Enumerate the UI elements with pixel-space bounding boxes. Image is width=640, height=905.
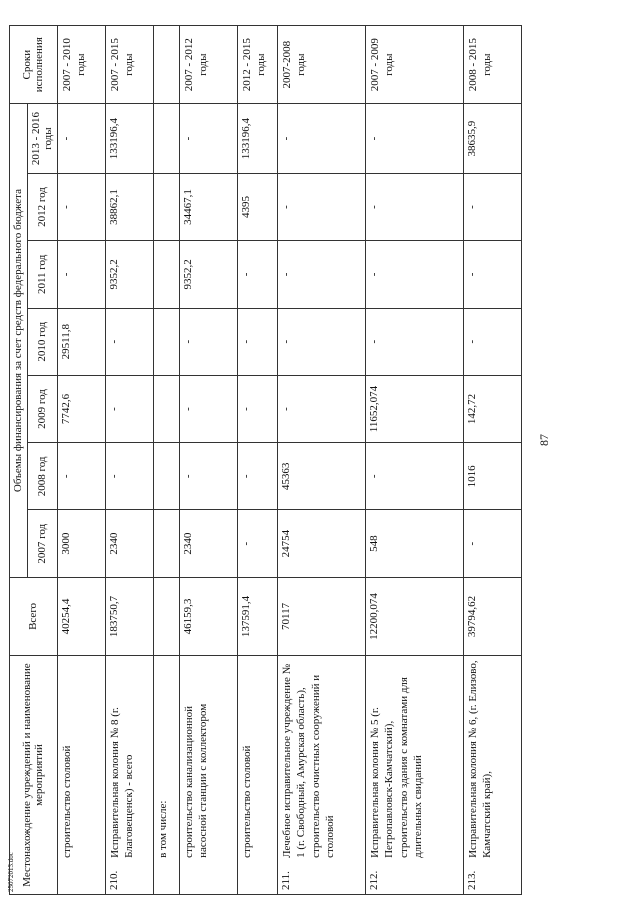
row-value: 142,72 (463, 375, 521, 442)
row-term (153, 26, 179, 104)
row-value: - (179, 308, 237, 375)
year-header: 2010 год (27, 308, 57, 375)
year-header: 2013 - 2016 годы (27, 104, 57, 174)
row-value: - (277, 375, 365, 442)
row-value: 133196,4 (105, 104, 153, 174)
row-value: - (277, 173, 365, 240)
row-value: - (57, 443, 105, 510)
row-term: 2007-2008 годы (277, 26, 365, 104)
row-name: строительство столовой (57, 656, 105, 862)
row-term: 2007 - 2012 годы (179, 26, 237, 104)
row-value: - (365, 443, 463, 510)
row-value: 38862,1 (105, 173, 153, 240)
table-row (105, 26, 153, 895)
row-value: - (237, 375, 277, 442)
year-header: 2007 год (27, 510, 57, 577)
row-value: - (179, 104, 237, 174)
row-value: - (179, 375, 237, 442)
row-value: 133196,4 (237, 104, 277, 174)
location-header: Местонахождение учреждений и наименование мероприятий (10, 656, 58, 895)
row-total: 39794,62 (463, 577, 521, 655)
table-row (277, 26, 365, 895)
row-value: 7742,6 (57, 375, 105, 442)
row-value: 34467,1 (179, 173, 237, 240)
row-term: 2012 - 2015 годы (237, 26, 277, 104)
row-number (57, 862, 105, 895)
row-total: 46159,3 (179, 577, 237, 655)
row-name: в том числе: (153, 656, 179, 862)
row-number (153, 862, 179, 895)
table-row (179, 26, 237, 895)
row-value: - (463, 510, 521, 577)
header-row-1 (10, 26, 28, 895)
row-value: - (237, 443, 277, 510)
row-total: 40254,4 (57, 577, 105, 655)
row-value: - (365, 173, 463, 240)
row-value: - (365, 308, 463, 375)
row-value: - (237, 308, 277, 375)
row-total: 183750,7 (105, 577, 153, 655)
row-value: - (105, 443, 153, 510)
row-number: 211. (277, 862, 365, 895)
table-row (365, 26, 463, 895)
footer-file-name: 25072013.doc (7, 852, 15, 892)
row-name: Исправительная колония № 5 (г. Петропавловск-Камчатский), строительство здания с комнатами для длительных свиданий (365, 656, 463, 862)
row-value (153, 443, 179, 510)
row-value: - (179, 443, 237, 510)
table-body (57, 26, 521, 895)
rotated-page (9, 25, 607, 895)
row-value: 11652,074 (365, 375, 463, 442)
row-number (237, 862, 277, 895)
row-value: 29511,8 (57, 308, 105, 375)
financing-header: Объемы финансирования за счет средств федерального бюджета (10, 104, 28, 578)
row-value (153, 104, 179, 174)
row-value: - (237, 510, 277, 577)
row-term: 2007 - 2009 годы (365, 26, 463, 104)
row-name: Исправительная колония № 8 (г. Благовещенск) - всего (105, 656, 153, 862)
row-value: - (365, 104, 463, 174)
row-value: - (277, 241, 365, 308)
table-row (153, 26, 179, 895)
row-total: 70117 (277, 577, 365, 655)
row-name: Лечебное исправительное учреждение № 1 (г. Свободный, Амурская область), строительство очистных сооружений и столовой (277, 656, 365, 862)
row-value: - (105, 375, 153, 442)
row-name: строительство канализационной насосной станции с коллектором (179, 656, 237, 862)
year-header: 2011 год (27, 241, 57, 308)
row-value: 24754 (277, 510, 365, 577)
table-row (237, 26, 277, 895)
row-value: 2340 (105, 510, 153, 577)
total-header: Всего (10, 577, 58, 655)
row-value: - (57, 173, 105, 240)
row-number: 210. (105, 862, 153, 895)
year-header: 2008 год (27, 443, 57, 510)
row-value (153, 510, 179, 577)
row-value: - (57, 241, 105, 308)
row-value: 548 (365, 510, 463, 577)
row-value: - (57, 104, 105, 174)
row-value: - (463, 308, 521, 375)
row-term: 2007 - 2015 годы (105, 26, 153, 104)
row-value: 1016 (463, 443, 521, 510)
row-value (153, 308, 179, 375)
row-value: - (277, 104, 365, 174)
row-number (179, 862, 237, 895)
row-value: - (277, 308, 365, 375)
row-value: 38635,9 (463, 104, 521, 174)
row-value: 9352,2 (179, 241, 237, 308)
deadline-header: Сроки исполнения (10, 26, 58, 104)
row-name: Исправительная колония № 6, (г. Елизово, Камчатский край), (463, 656, 521, 862)
row-value (153, 173, 179, 240)
row-value (153, 241, 179, 308)
row-value: - (365, 241, 463, 308)
row-name: строительство столовой (237, 656, 277, 862)
table-row (463, 26, 521, 895)
year-header: 2009 год (27, 375, 57, 442)
page-number: 87 (537, 434, 551, 446)
row-total (153, 577, 179, 655)
row-number: 213. (463, 862, 521, 895)
table-row (57, 26, 105, 895)
row-value: - (237, 241, 277, 308)
row-value (153, 375, 179, 442)
row-term: 2007 - 2010 годы (57, 26, 105, 104)
row-value: - (105, 308, 153, 375)
financing-table (9, 25, 522, 895)
row-number: 212. (365, 862, 463, 895)
row-value: 45363 (277, 443, 365, 510)
year-header: 2012 год (27, 173, 57, 240)
row-value: 4395 (237, 173, 277, 240)
row-value: - (463, 241, 521, 308)
row-total: 12200,074 (365, 577, 463, 655)
row-value: 3000 (57, 510, 105, 577)
row-value: 9352,2 (105, 241, 153, 308)
row-value: - (463, 173, 521, 240)
row-term: 2008 - 2015 годы (463, 26, 521, 104)
row-value: 2340 (179, 510, 237, 577)
row-total: 137591,4 (237, 577, 277, 655)
